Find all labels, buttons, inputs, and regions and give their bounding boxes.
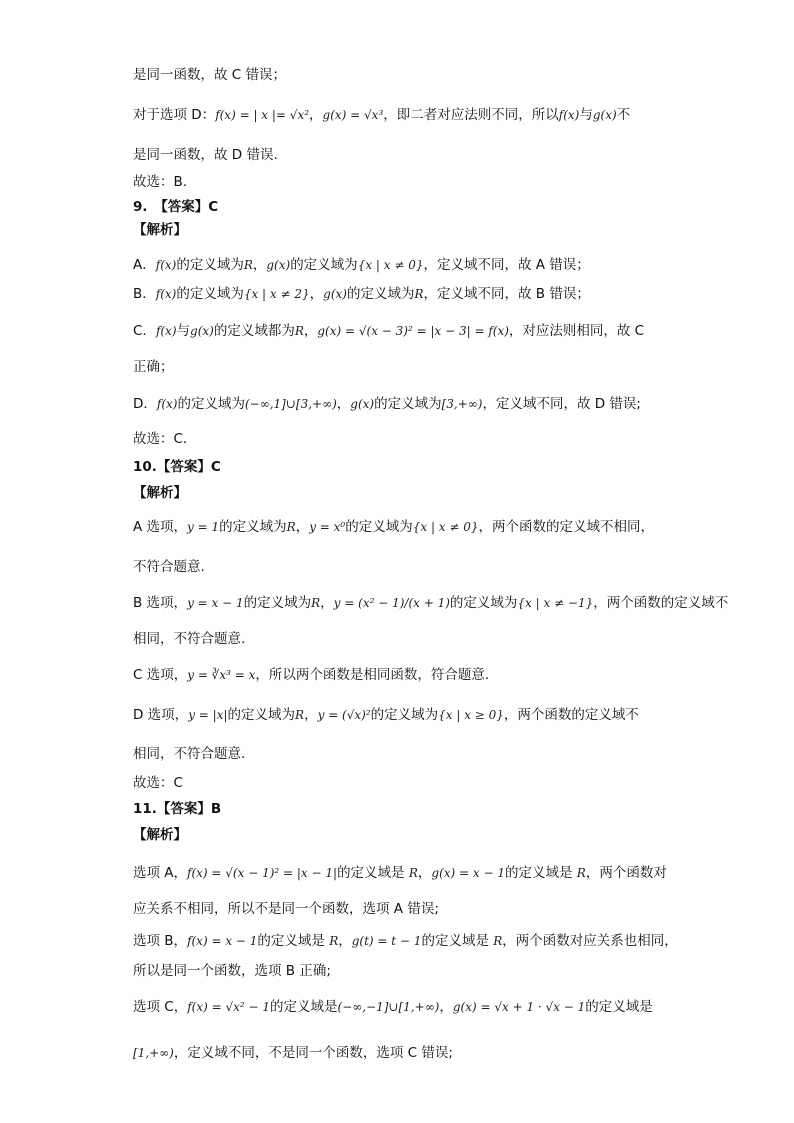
text-segment: 的定义域为	[346, 286, 415, 302]
text-segment: 是同一函数，故 C 错误；	[133, 67, 287, 83]
text-segment: 的定义域为	[176, 257, 244, 273]
text-line	[133, 322, 644, 340]
text-segment: 与	[176, 323, 191, 339]
text-line	[133, 774, 183, 792]
text-segment: 不	[616, 107, 631, 123]
text-line	[133, 395, 641, 413]
math-expression: y = x − 1	[187, 596, 244, 610]
text-segment: 的定义域是	[585, 999, 653, 1015]
text-segment: ，两个函数的定义域不	[593, 595, 729, 611]
text-segment: ，两个函数的定义域不相同，	[478, 519, 655, 535]
math-expression: f(x)	[155, 258, 177, 272]
text-segment: 的定义域为	[176, 286, 244, 302]
math-expression: g(x) = √x + 1 · √x − 1	[452, 1000, 586, 1014]
text-segment: D．	[133, 396, 157, 412]
math-expression: y = ∛x³ = x	[187, 668, 256, 682]
math-expression: y = (x² − 1)/(x + 1)	[333, 596, 450, 610]
math-expression: {x | x ≠ −1}	[517, 596, 594, 610]
math-expression: g(x)	[323, 287, 347, 301]
text-line	[133, 1044, 453, 1062]
math-expression: f(x)	[558, 108, 580, 122]
text-line	[133, 932, 678, 950]
text-segment: 的定义域是	[421, 933, 494, 949]
math-expression: g(x)	[190, 324, 214, 338]
text-segment: A．	[133, 257, 156, 273]
math-expression: [1,+∞)	[133, 1046, 174, 1060]
text-line	[133, 66, 286, 84]
text-line	[133, 256, 590, 274]
text-segment: 选项 C，	[133, 999, 188, 1015]
math-expression: y = x⁰	[309, 520, 346, 534]
text-segment: 相同，不符合题意.	[133, 746, 246, 762]
text-segment: ，	[309, 107, 323, 123]
text-segment: 的定义域为	[290, 257, 358, 273]
text-segment: 的定义域是	[337, 865, 409, 881]
text-segment: ，即二者对应法则不同，所以	[383, 107, 559, 123]
math-expression: y = 1	[187, 520, 220, 534]
text-line	[133, 706, 639, 724]
text-segment: 11.【答案】B	[133, 801, 222, 817]
text-segment: ，对应法则相同，故 C	[508, 323, 645, 339]
math-expression: g(x)	[350, 397, 375, 411]
text-segment: 的定义域是	[257, 933, 330, 949]
text-line	[133, 146, 278, 164]
text-segment: B．	[133, 286, 156, 302]
text-line	[133, 173, 187, 191]
text-segment: 选项 A，	[133, 865, 188, 881]
text-segment: 不符合题意.	[133, 559, 205, 575]
text-segment: 的定义域为	[370, 707, 439, 723]
math-expression: f(x)	[155, 287, 177, 301]
text-segment: ，两个函数对	[585, 865, 667, 881]
math-expression: R	[329, 934, 339, 948]
math-expression: g(x)	[266, 258, 291, 272]
math-expression: R	[295, 708, 305, 722]
text-line	[133, 594, 728, 612]
text-segment: 是同一函数，故 D 错误.	[133, 147, 278, 163]
text-segment: ，	[309, 286, 324, 302]
text-segment: 正确；	[133, 359, 174, 375]
text-segment: 故选：C．	[133, 431, 197, 447]
math-expression: R	[286, 520, 296, 534]
text-segment: ，	[303, 323, 318, 339]
text-segment: 故选：B.	[133, 174, 188, 190]
text-segment: ，	[304, 707, 318, 723]
text-line	[133, 285, 590, 303]
text-segment: ，	[417, 865, 432, 881]
text-segment: ，	[439, 999, 453, 1015]
text-segment: 的定义域为	[227, 707, 296, 723]
text-line	[133, 998, 653, 1016]
text-segment: D 选项，	[133, 707, 189, 723]
text-line	[133, 826, 187, 844]
text-segment: ，定义域不同，故 B 错误；	[423, 286, 590, 302]
text-segment: 的定义域为	[243, 595, 312, 611]
text-segment: ，	[336, 396, 351, 412]
math-expression: g(t) = t − 1	[351, 934, 422, 948]
math-expression: y = |x|	[188, 708, 228, 722]
text-line	[133, 962, 331, 980]
math-expression: R	[311, 596, 321, 610]
text-segment: 【解析】	[133, 827, 187, 843]
text-line	[133, 198, 218, 216]
math-expression: {x | x ≠ 0}	[357, 258, 424, 272]
math-expression: f(x) = | x |= √x²	[215, 108, 310, 122]
text-line	[133, 358, 174, 376]
text-segment: 的定义域是	[270, 999, 338, 1015]
math-expression: g(x) = x − 1	[431, 866, 505, 880]
text-segment: 与	[579, 107, 593, 123]
text-segment: 的定义域为	[374, 396, 442, 412]
math-expression: (−∞,1]∪[3,+∞)	[244, 397, 337, 411]
math-expression: f(x) = √(x − 1)² = |x − 1|	[187, 866, 338, 880]
text-segment: 对于选项 D：	[133, 107, 216, 123]
text-segment: 的定义域为	[449, 595, 518, 611]
text-segment: ，定义域不同，故 D 错误;	[482, 396, 641, 412]
text-segment: 10.【答案】C	[133, 459, 221, 475]
text-segment: ，	[252, 257, 267, 273]
math-expression: R	[576, 866, 586, 880]
text-line	[133, 745, 245, 763]
math-expression: R	[493, 934, 503, 948]
text-segment: 故选：C	[133, 775, 183, 791]
text-segment: C 选项，	[133, 667, 188, 683]
text-line	[133, 221, 187, 239]
text-segment: ，所以两个函数是相同函数，符合题意.	[255, 667, 490, 683]
math-expression: f(x) = √x² − 1	[187, 1000, 271, 1014]
math-expression: (−∞,−1]∪[1,+∞)	[337, 1000, 440, 1014]
text-segment: 【解析】	[133, 485, 187, 501]
text-segment: 的定义域为	[219, 519, 287, 535]
text-segment: ，	[320, 595, 334, 611]
math-expression: g(x) = √x³	[322, 108, 384, 122]
text-line	[133, 630, 245, 648]
text-segment: C．	[133, 323, 156, 339]
math-expression: {x | x ≠ 0}	[412, 520, 479, 534]
math-expression: R	[294, 324, 304, 338]
text-segment: 相同，不符合题意.	[133, 631, 246, 647]
math-expression: R	[414, 287, 424, 301]
math-expression: f(x)	[155, 324, 177, 338]
text-line	[133, 458, 221, 476]
math-expression: f(x) = x − 1	[187, 934, 258, 948]
text-segment: ，定义域不同，故 A 错误；	[423, 257, 590, 273]
text-line	[133, 800, 221, 818]
text-line	[133, 430, 196, 448]
math-expression: R	[243, 258, 253, 272]
text-line	[133, 558, 205, 576]
text-segment: B 选项，	[133, 595, 188, 611]
text-segment: 所以是同一个函数，选项 B 正确;	[133, 963, 331, 979]
text-segment: A 选项，	[133, 519, 188, 535]
math-expression: y = (√x)²	[317, 708, 371, 722]
math-expression: f(x)	[156, 397, 178, 411]
math-expression: g(x) = √(x − 3)² = |x − 3| = f(x)	[317, 324, 509, 338]
text-segment: 的定义域是	[505, 865, 577, 881]
math-expression: g(x)	[592, 108, 617, 122]
text-line	[133, 900, 439, 918]
text-segment: 9. 【答案】C	[133, 199, 219, 215]
text-segment: ，定义域不同，不是同一个函数，选项 C 错误;	[173, 1045, 453, 1061]
math-expression: [3,+∞)	[441, 397, 483, 411]
text-segment: 【解析】	[133, 222, 187, 238]
math-expression: R	[408, 866, 418, 880]
math-expression: {x | x ≥ 0}	[438, 708, 504, 722]
text-segment: 的定义域为	[345, 519, 413, 535]
text-segment: ，	[338, 933, 352, 949]
math-expression: {x | x ≠ 2}	[243, 287, 310, 301]
text-segment: 的定义域都为	[213, 323, 295, 339]
text-line	[133, 666, 489, 684]
text-segment: 选项 B，	[133, 933, 188, 949]
text-segment: 应关系不相同，所以不是同一个函数，选项 A 错误;	[133, 901, 439, 917]
text-line	[133, 484, 187, 502]
text-segment: 的定义域为	[177, 396, 245, 412]
text-line	[133, 106, 630, 124]
text-segment: ，两个函数对应关系也相同，	[502, 933, 678, 949]
text-segment: ，	[295, 519, 310, 535]
text-segment: ，两个函数的定义域不	[503, 707, 639, 723]
text-line	[133, 864, 667, 882]
text-line	[133, 518, 654, 536]
